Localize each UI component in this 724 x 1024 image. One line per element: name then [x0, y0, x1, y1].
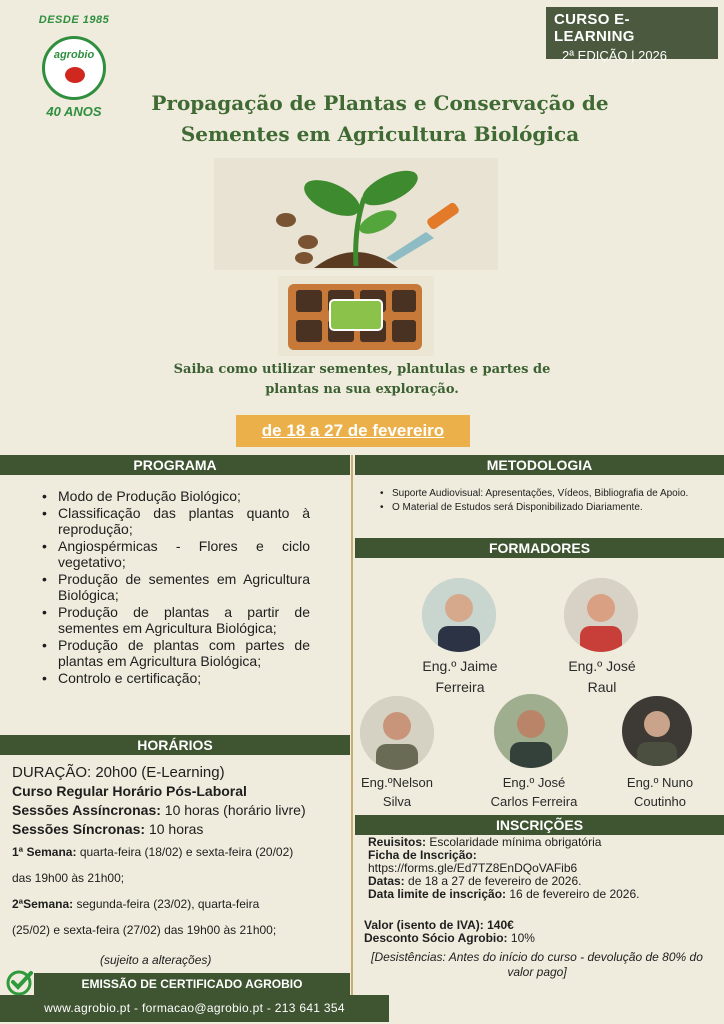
- valor: Valor (isento de IVA): 140€: [364, 918, 514, 932]
- inscricoes-header: INSCRIÇÕES: [355, 815, 724, 835]
- list-item: • Angiospérmicas - Flores e ciclo vegetativo;: [42, 538, 310, 570]
- ficha-label: Ficha de Inscrição:: [368, 848, 477, 862]
- regular-schedule: Curso Regular Horário Pós-Laboral: [12, 783, 247, 799]
- list-item: • Modo de Produção Biológico;: [42, 488, 310, 504]
- eu-organic-label-icon: [330, 300, 382, 330]
- horarios-header: HORÁRIOS: [0, 735, 350, 755]
- seed-icon: [276, 213, 296, 227]
- trainer-photo: [622, 696, 692, 766]
- datas: Datas: de 18 a 27 de fevereiro de 2026.: [368, 874, 582, 888]
- list-item: • Suporte Audiovisual: Apresentações, Vídeos, Bibliografia de Apoio.: [380, 488, 696, 500]
- logo-circle: [42, 36, 106, 100]
- programa-header: PROGRAMA: [0, 455, 350, 475]
- requisitos: Reuisitos: Escolaridade mínima obrigatória: [368, 835, 602, 849]
- subtitle: [160, 360, 564, 400]
- trainer-name: Eng.º José Raul: [568, 658, 636, 695]
- desconto: Desconto Sócio Agrobio: 10%: [364, 931, 535, 945]
- trainer-name: Eng.ºNelson Silva: [361, 775, 433, 809]
- semana-1-time: das 19h00 às 21h00;: [12, 871, 125, 885]
- pricing: [364, 919, 704, 945]
- sincronas: Sessões Síncronas: 10 horas: [12, 821, 204, 837]
- list-item: • Classificação das plantas quanto à reprodução;: [42, 505, 310, 537]
- trainer-photo: [494, 694, 568, 768]
- inscricoes-details: [368, 836, 708, 901]
- trainer-photo: [564, 578, 638, 652]
- agrobio-logo: [28, 14, 120, 122]
- badge-edition: 2ª EDIÇÃO | 2026: [562, 48, 668, 63]
- semana-2: 2ªSemana: segunda-feira (23/02), quarta-feira: [12, 897, 260, 911]
- column-divider: [351, 455, 353, 995]
- trainer-photo: [360, 696, 434, 770]
- title-line-1: Propagação de Plantas e Conservação de: [151, 91, 609, 115]
- seed-icon: [298, 235, 318, 249]
- semana-1: 1ª Semana: quarta-feira (18/02) e sexta-feira (20/02): [12, 845, 294, 859]
- course-dates: de 18 a 27 de fevereiro: [236, 415, 470, 447]
- schedule-note: (sujeito a alterações): [100, 953, 212, 967]
- trainer-name: Eng.º Jaime Ferreira: [422, 658, 498, 695]
- seedling-illustration: [214, 158, 498, 358]
- metodologia-header: METODOLOGIA: [355, 455, 724, 475]
- certificate-banner: EMISSÃO DE CERTIFICADO AGROBIO: [34, 973, 350, 995]
- data-limite: Data limite de inscrição: 16 de fevereiro de 2026.: [368, 887, 640, 901]
- horarios-content: [12, 764, 348, 943]
- list-item: • Produção de plantas com partes de plantas em Agricultura Biológica;: [42, 637, 310, 669]
- trainer-photo: [422, 578, 496, 652]
- desistencias-note: [Desistências: Antes do início do curso - devolução de 80% do valor pago]: [371, 950, 703, 979]
- trainer-name: Eng.º Nuno Coutinho: [626, 775, 694, 809]
- badge-title: CURSO E-LEARNING: [554, 11, 635, 45]
- programa-list: [42, 488, 310, 687]
- title-line-2: Sementes em Agricultura Biológica: [180, 122, 580, 146]
- course-badge: [546, 7, 718, 63]
- assincronas: Sessões Assíncronas: 10 horas (horário livre): [12, 802, 306, 818]
- duracao: DURAÇÃO: 20h00 (E-Learning): [12, 764, 225, 781]
- logo-top-text: DESDE 1985: [38, 14, 110, 26]
- contact-footer: www.agrobio.pt - formacao@agrobio.pt - 213 641 354: [0, 995, 389, 1022]
- page-title: [120, 88, 640, 150]
- logo-bottom-text: 40 ANOS: [46, 104, 102, 119]
- subtitle-line-1: Saiba como utilizar sementes, plantulas e partes de: [173, 362, 551, 377]
- semana-2-time: (25/02) e sexta-feira (27/02) das 19h00 às 21h00;: [12, 923, 277, 937]
- list-item: • Produção de sementes em Agricultura Biológica;: [42, 571, 310, 603]
- checkmark-icon: [6, 968, 34, 996]
- ladybug-icon: [65, 67, 85, 83]
- ficha-link[interactable]: https://forms.gle/Ed7TZ8EnDQoVAFib6: [368, 861, 578, 875]
- list-item: • O Material de Estudos será Disponibilizado Diariamente.: [380, 502, 696, 514]
- trainer-name: Eng.º José Carlos Ferreira: [490, 775, 578, 809]
- metodologia-list: [380, 488, 696, 516]
- list-item: • Controlo e certificação;: [42, 670, 310, 686]
- logo-wordmark: agrobio: [53, 49, 95, 61]
- list-item: • Produção de plantas a partir de sementes em Agricultura Biológica;: [42, 604, 310, 636]
- subtitle-line-2: plantas na sua exploração.: [265, 382, 459, 397]
- formadores-header: FORMADORES: [355, 538, 724, 558]
- seed-icon: [295, 252, 313, 264]
